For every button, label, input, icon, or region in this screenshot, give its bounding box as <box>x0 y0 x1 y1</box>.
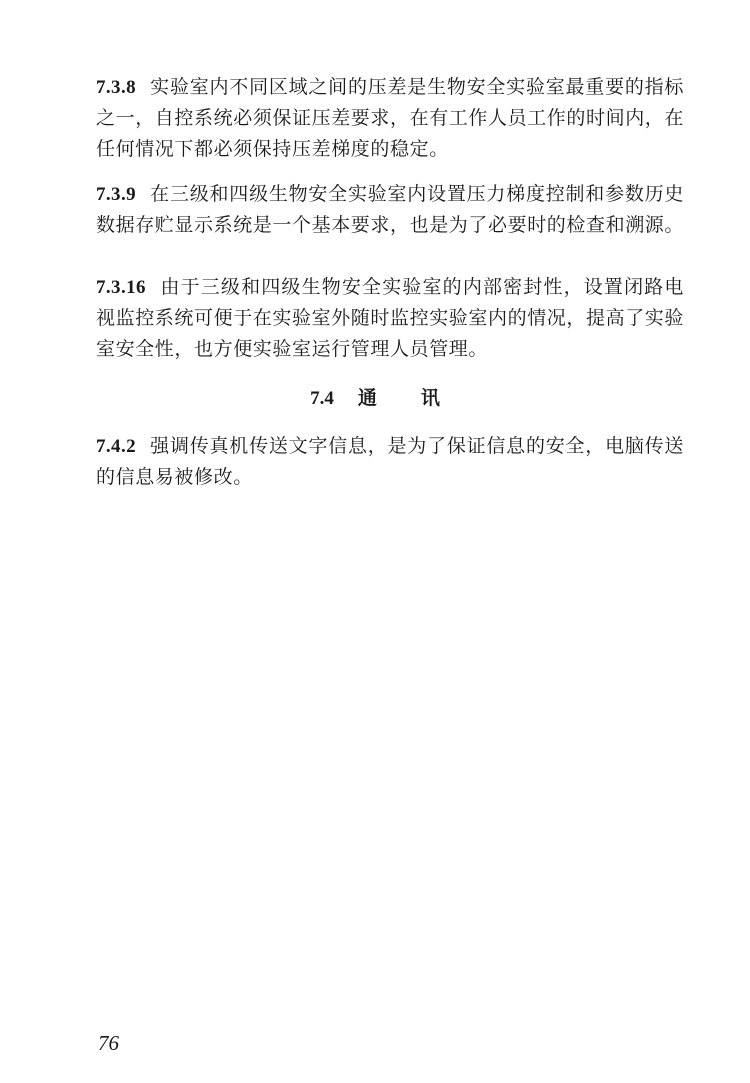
page-number: 76 <box>98 1031 119 1055</box>
clause-text: 在三级和四级生物安全实验室内设置压力梯度控制和参数历史数据存贮显示系统是一个基本要求，也是为了必要时的检查和溯源。 <box>96 183 685 236</box>
clause-7-4-2 <box>96 431 684 493</box>
section-number: 7.4 <box>310 388 334 409</box>
clause-number: 7.3.8 <box>96 77 136 98</box>
clause-number: 7.3.9 <box>96 184 136 205</box>
clause-text: 强调传真机传送文字信息，是为了保证信息的安全，电脑传送的信息易被修改。 <box>96 435 684 488</box>
clause-7-3-16 <box>96 272 684 365</box>
clause-7-3-8 <box>96 72 684 165</box>
section-heading <box>0 383 750 414</box>
section-title: 通讯 <box>357 387 484 409</box>
clause-number: 7.3.16 <box>96 277 146 298</box>
clause-text: 由于三级和四级生物安全实验室的内部密封性，设置闭路电视监控系统可便于在实验室外随时监控实验室内的情况，提高了实验室安全性，也方便实验室运行管理人员管理。 <box>96 276 685 360</box>
clause-number: 7.4.2 <box>96 436 136 457</box>
clause-7-3-9 <box>96 179 684 241</box>
clause-text: 实验室内不同区域之间的压差是生物安全实验室最重要的指标之一，自控系统必须保证压差要求，在有工作人员工作的时间内，在任何情况下都必须保持压差梯度的稳定。 <box>96 76 685 160</box>
